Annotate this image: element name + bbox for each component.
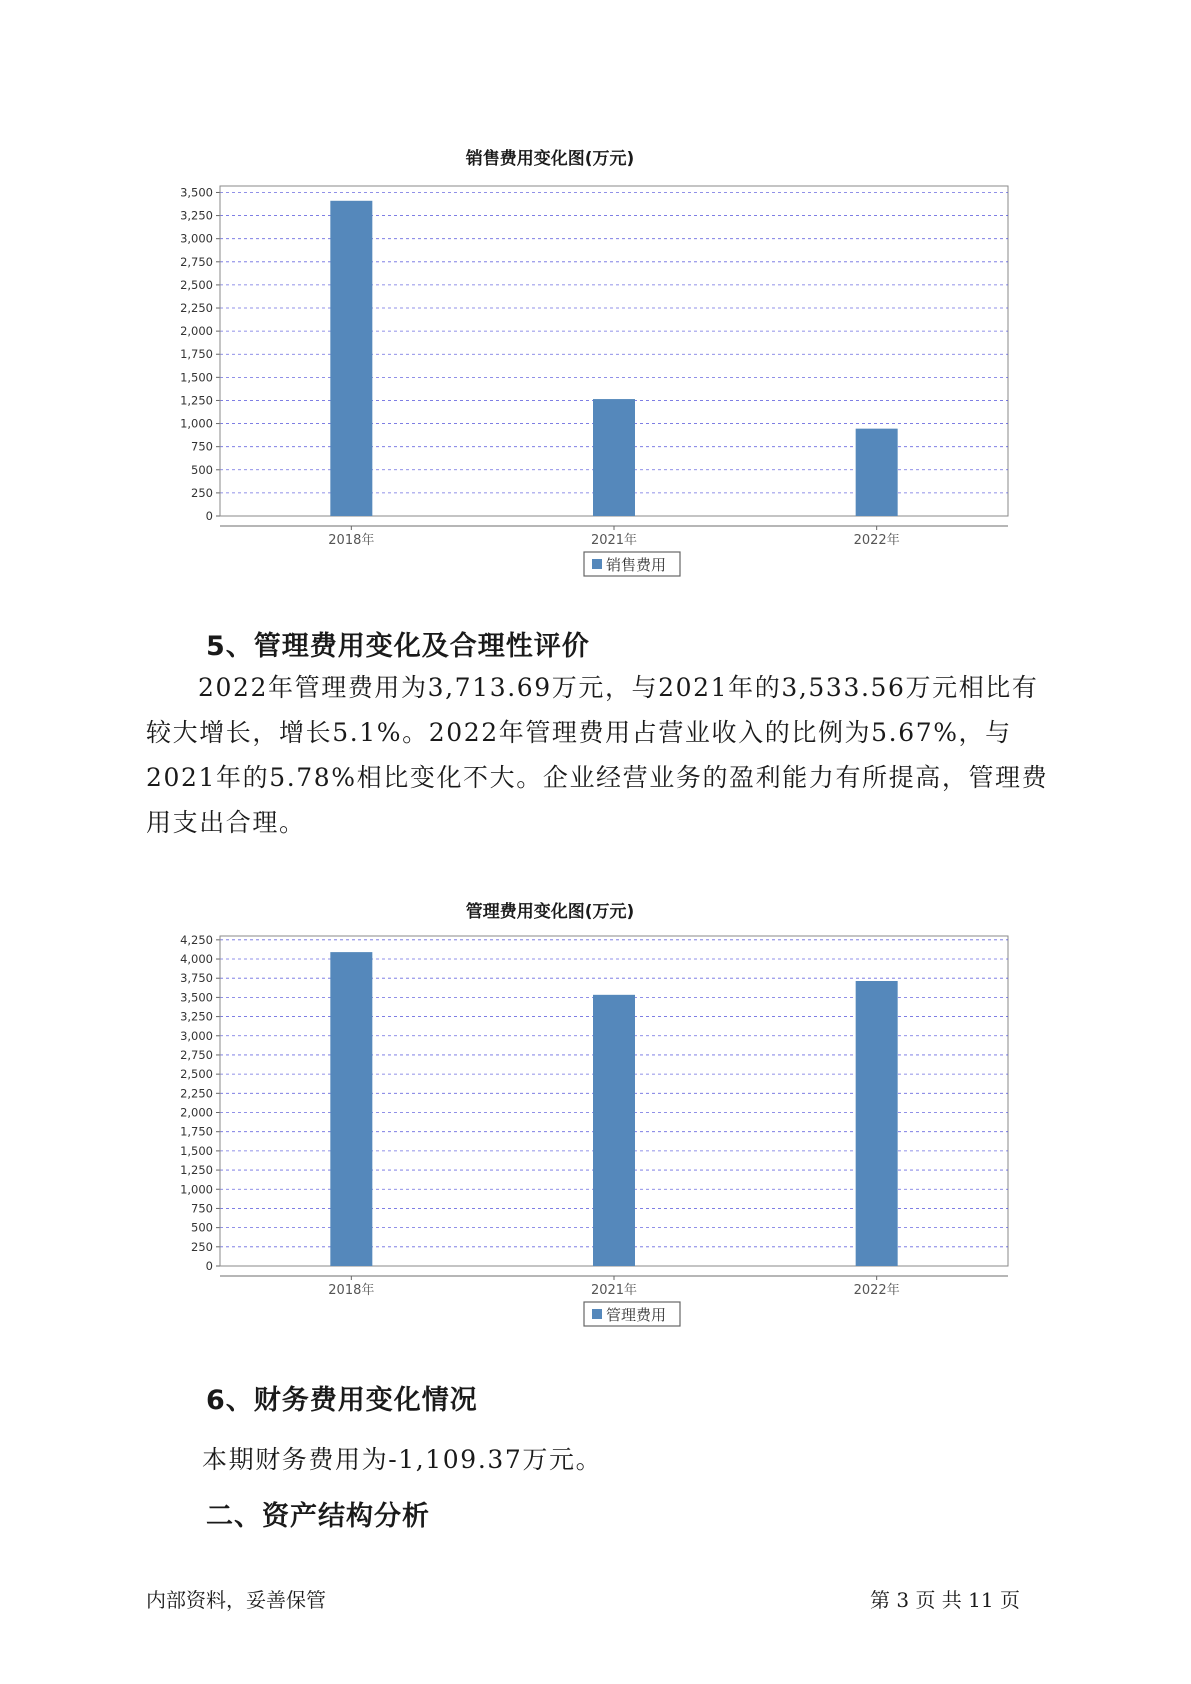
- legend-label: 销售费用: [606, 556, 667, 574]
- y-tick-label: 2,250: [180, 1086, 213, 1101]
- y-tick-label: 3,250: [180, 208, 213, 223]
- y-tick-label: 3,500: [180, 990, 213, 1005]
- y-tick-label: 750: [191, 439, 213, 454]
- y-tick-label: 1,000: [180, 416, 213, 431]
- sales-expense-chart: [0, 160, 1100, 574]
- y-tick-label: 2,500: [180, 1067, 213, 1082]
- x-tick-label: 2022年: [853, 533, 900, 548]
- y-tick-label: 2,750: [180, 1047, 213, 1062]
- y-tick-label: 3,750: [180, 971, 213, 986]
- admin-expense-chart-title: 管理费用变化图(万元): [465, 902, 635, 922]
- admin-expense-chart: [0, 912, 1100, 1352]
- y-tick-label: 750: [191, 1201, 213, 1216]
- y-tick-label: 1,500: [180, 1143, 213, 1158]
- bar: [856, 429, 898, 516]
- y-tick-label: 4,000: [180, 952, 213, 967]
- bar: [330, 201, 372, 516]
- x-tick-label: 2021年: [590, 533, 638, 548]
- sales-expense-chart-title: 销售费用变化图(万元): [465, 149, 635, 169]
- y-tick-label: 2,000: [180, 324, 213, 339]
- footer-page-number: 第 3 页 共 11 页: [870, 1588, 1020, 1612]
- section-two-heading: 二、资产结构分析: [206, 1501, 430, 1532]
- y-tick-label: 0: [205, 509, 213, 523]
- y-tick-label: 250: [191, 1239, 213, 1254]
- y-tick-label: 1,250: [180, 393, 213, 408]
- y-tick-label: 0: [205, 1259, 213, 1273]
- y-tick-label: 500: [191, 1220, 213, 1235]
- x-tick-label: 2018年: [328, 1283, 375, 1298]
- bar: [593, 995, 635, 1266]
- bar: [856, 981, 898, 1266]
- x-tick-label: 2022年: [853, 1283, 900, 1298]
- legend-label: 管理费用: [606, 1306, 667, 1324]
- y-tick-label: 3,000: [180, 231, 213, 246]
- y-tick-label: 3,000: [180, 1028, 213, 1043]
- section-5-paragraph: 2022年管理费用为3,713.69万元，与2021年的3,533.56万元相比有较大增长，增长5.1%。2022年管理费用占营业收入的比例为5.67%，与2021年的5.78%相比变化不大。企业经营业务的盈利能力有所提高，管理费用支出合理。: [146, 673, 1049, 837]
- y-tick-label: 1,250: [180, 1163, 213, 1178]
- y-tick-label: 1,750: [180, 1124, 213, 1139]
- y-tick-label: 1,000: [180, 1182, 213, 1197]
- y-tick-label: 1,500: [180, 370, 213, 385]
- y-tick-label: 250: [191, 485, 213, 500]
- y-tick-label: 3,500: [180, 185, 213, 200]
- bar: [593, 399, 635, 516]
- section-6-paragraph: 本期财务费用为-1,109.37万元。: [202, 1445, 603, 1474]
- y-tick-label: 2,250: [180, 301, 213, 316]
- y-tick-label: 1,750: [180, 347, 213, 362]
- y-tick-label: 4,250: [180, 932, 213, 947]
- y-tick-label: 500: [191, 462, 213, 477]
- legend-swatch: [592, 1309, 602, 1319]
- y-tick-label: 2,500: [180, 277, 213, 292]
- section-5-heading: 5、管理费用变化及合理性评价: [206, 631, 590, 662]
- bar: [330, 952, 372, 1266]
- footer-confidential-note: 内部资料，妥善保管: [146, 1588, 326, 1612]
- legend-swatch: [592, 559, 602, 569]
- section-6-heading: 6、财务费用变化情况: [206, 1385, 478, 1416]
- x-tick-label: 2018年: [328, 533, 375, 548]
- y-tick-label: 3,250: [180, 1009, 213, 1024]
- y-tick-label: 2,750: [180, 254, 213, 269]
- y-tick-label: 2,000: [180, 1105, 213, 1120]
- x-tick-label: 2021年: [590, 1283, 638, 1298]
